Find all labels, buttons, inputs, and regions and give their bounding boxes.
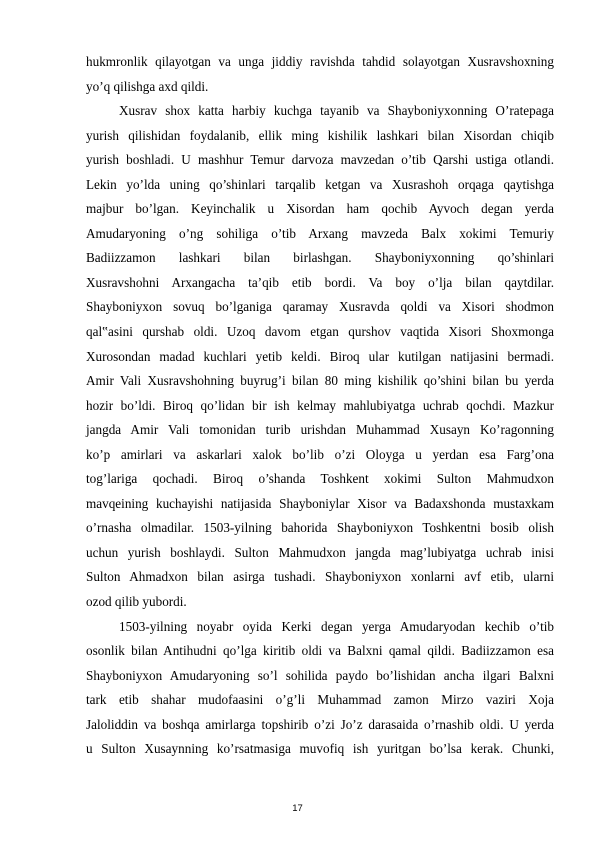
text-line: Badiizzamon lashkari bilan birlashgan. Shayboniyxonning qo’shinlari bbox=[86, 250, 554, 266]
text-line: Xusravshohni Arxangacha ta’qib etib bordi. Va boy o’lja bilan qaytdilar. bbox=[86, 274, 554, 290]
text-line: qal‟asini qurshab oldi. Uzoq davom etgan qurshov vaqtida Xisori Shoxmonga bbox=[86, 324, 554, 340]
text-line: tog’lariga qochadi. Biroq o’shanda Toshkent xokimi Sulton Mahmudxon bbox=[86, 471, 554, 487]
text-line: uchun yurish boshlaydi. Sulton Mahmudxon jangda mag’lubiyatga uchrab inisi bbox=[86, 544, 554, 560]
text-line: majbur bo’lgan. Keyinchalik u Xisordan ham qochib Ayvoch degan yerda bbox=[86, 201, 554, 217]
text-line: mavqeining kuchayishi natijasida Shayboniylar Xisor va Badaxshonda mustaxkam bbox=[86, 495, 554, 511]
text-line: yurish boshladi. U mashhur Temur darvoza mavzedan o’tib Qarshi ustiga otlandi. bbox=[86, 152, 554, 168]
text-line: Amir Vali Xusravshohning buyrug’i bilan 80 ming kishilik qo’shini bilan bu yerda bbox=[86, 373, 554, 389]
text-line: Xurosondan madad kuchlari yetib keldi. Biroq ular kutilgan natijasini bermadi. bbox=[86, 348, 554, 364]
text-line: Shayboniyxon Amudaryoning so’l sohilida paydo bo’lishidan ancha ilgari Balxni bbox=[86, 667, 554, 683]
text-line: Lekin yo’lda uning qo’shinlari tarqalib ketgan va Xusrashoh orqaga qaytishga bbox=[86, 176, 554, 192]
text-line: hozir bo’ldi. Biroq qo’lidan bir ish kelmay mahlubiyatga uchrab qochdi. Mazkur bbox=[86, 397, 554, 413]
text-line: Shayboniyxon sovuq bo’lganiga qaramay Xusravda qoldi va Xisori shodmon bbox=[86, 299, 554, 315]
text-line: yurish qilishidan foydalanib, ellik ming kishilik lashkari bilan Xisordan chiqib bbox=[86, 127, 554, 143]
text-line: 1503-yilning noyabr oyida Kerki degan yerga Amudaryodan kechib o’tib bbox=[119, 618, 554, 634]
text-line: Xusrav shox katta harbiy kuchga tayanib va Shayboniyxonning O’ratepaga bbox=[119, 103, 554, 119]
page-number: 17 bbox=[292, 803, 303, 814]
text-line: jangda Amir Vali tomonidan turib urishdan Muhammad Xusayn Ko’ragonning bbox=[86, 422, 554, 438]
text-line: ozod qilib yubordi. bbox=[86, 594, 187, 610]
text-line: u Sulton Xusaynning ko’rsatmasiga muvofiq ish yuritgan bo’lsa kerak. Chunki, bbox=[86, 741, 554, 757]
text-line: Amudaryoning o’ng sohiliga o’tib Arxang mavzeda Balx xokimi Temuriy bbox=[86, 225, 554, 241]
text-line: osonlik bilan Antihudni qo’lga kiritib oldi va Balxni qamal qildi. Badiizzamon esa bbox=[86, 643, 554, 659]
text-line: o’rnasha olmadilar. 1503-yilning bahorida Shayboniyxon Toshkentni bosib olish bbox=[86, 520, 554, 536]
text-line: yo’q qilishga axd qildi. bbox=[86, 78, 209, 94]
text-line: Jaloliddin va boshqa amirlarga topshirib o’zi Jo’z darasaida o’rnashib oldi. U yerda bbox=[86, 716, 554, 732]
text-line: tark etib shahar mudofaasini o’g’li Muhammad zamon Mirzo vaziri Xoja bbox=[86, 692, 554, 708]
text-line: ko’p amirlari va askarlari xalok bo’lib o’zi Oloyga u yerdan esa Farg’ona bbox=[86, 446, 554, 462]
document-body bbox=[86, 50, 554, 762]
text-line: Sulton Ahmadxon bilan asirga tushadi. Shayboniyxon xonlarni avf etib, ularni bbox=[86, 569, 554, 585]
text-line: hukmronlik qilayotgan va unga jiddiy ravishda tahdid solayotgan Xusravshoxning bbox=[86, 54, 554, 69]
